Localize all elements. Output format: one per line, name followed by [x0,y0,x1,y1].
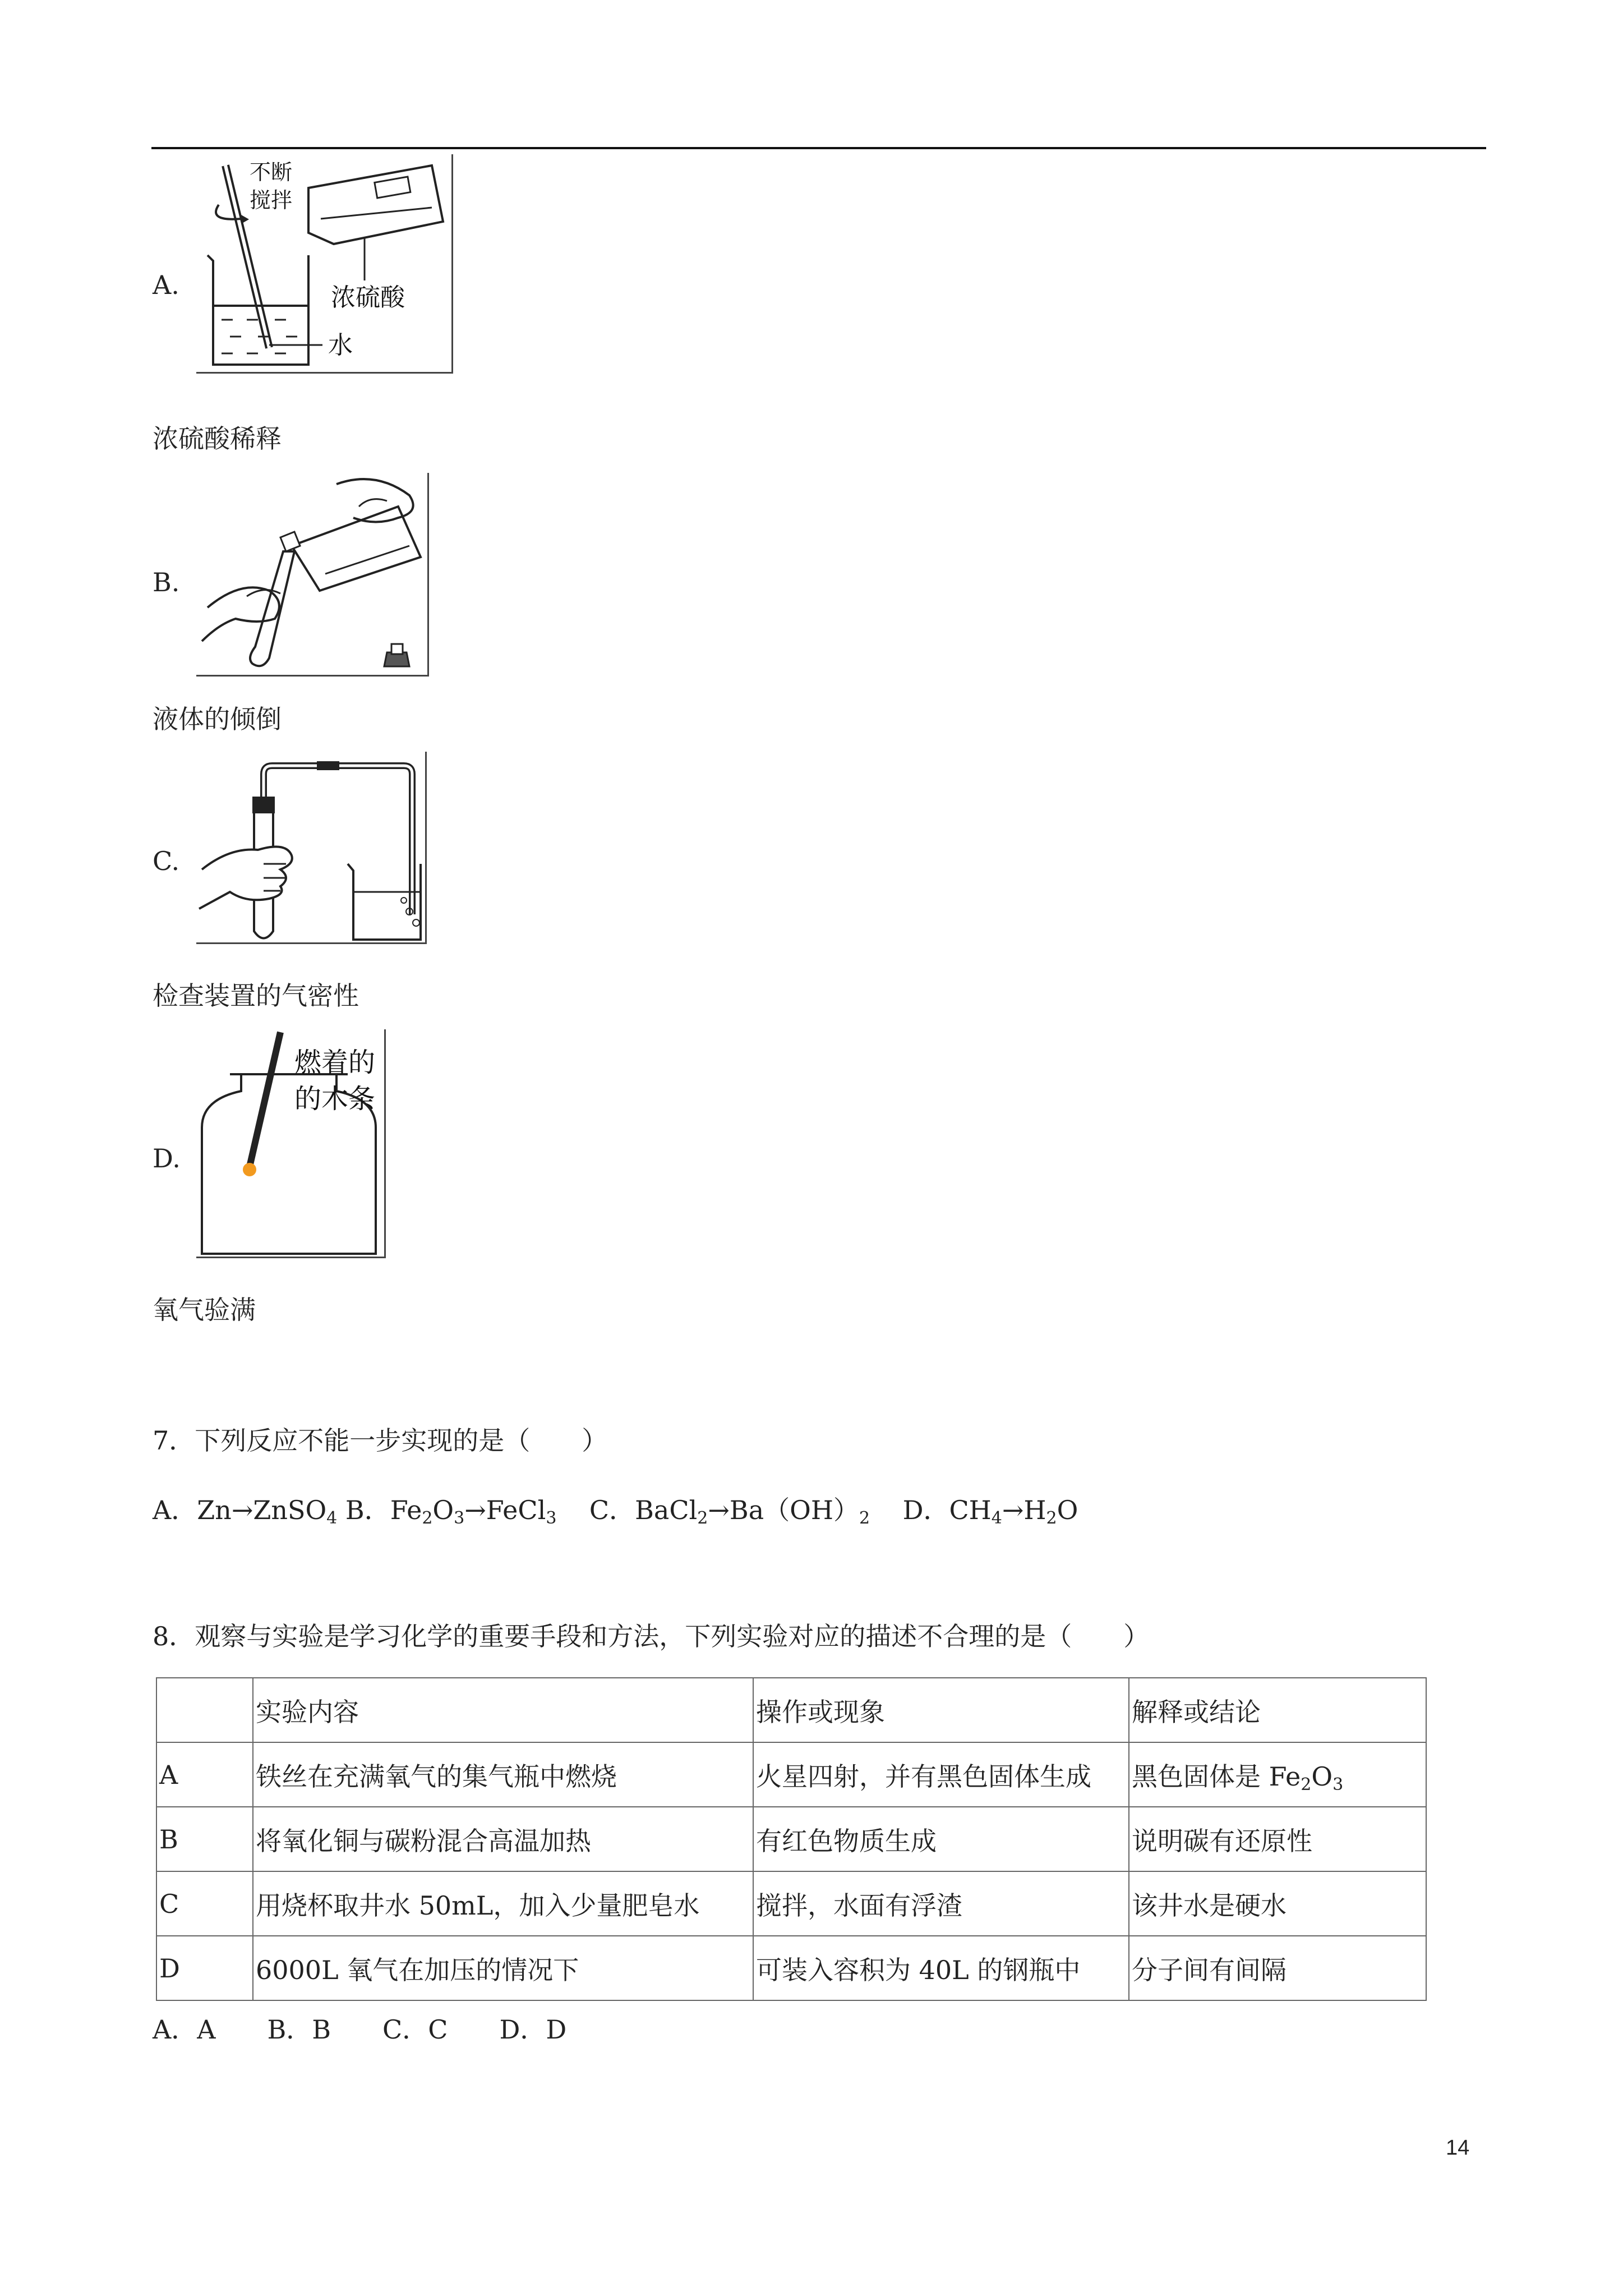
label-de-mu-tiao: 的木条 [294,1083,376,1115]
option-a-letter: A. [153,270,179,300]
label-nong-liu-suan: 浓硫酸 [331,283,405,312]
q7-option-a: A．Zn→ZnSO$_4$ [153,1495,338,1528]
oxygen-bottle-icon [196,1029,386,1258]
option-d-letter: D. [153,1143,181,1174]
pouring-liquid-icon [196,473,429,677]
table-row: D 6000L 氧气在加压的情况下 可装入容积为 40L 的钢瓶中 分子间有间隔 [156,1936,1426,2000]
option-d-caption: 氧气验满 [153,1295,256,1325]
q7-option-d: D．$CH_4\to H_2O$ [902,1495,1078,1528]
option-c-letter: C. [153,846,180,876]
label-ran-zhe-de: 燃着的 [294,1047,376,1078]
q7-stem: 7．下列反应不能一步实现的是（ ） [153,1425,608,1456]
option-a-caption: 浓硫酸稀释 [153,424,282,454]
q8-table [156,1677,1427,2001]
table-row: C 用烧杯取井水 50mL，加入少量肥皂水 搅拌，水面有浮渣 该井水是硬水 [156,1871,1426,1936]
q8-stem: 8．观察与实验是学习化学的重要手段和方法，下列实验对应的描述不合理的是（ ） [153,1621,1150,1651]
header-rule [151,147,1486,149]
option-b-caption: 液体的倾倒 [153,704,282,734]
option-c-caption: 检查装置的气密性 [153,981,359,1011]
page-number: 14 [1446,2136,1470,2160]
label-jiao-ban: 搅拌 [250,188,293,213]
option-b-letter: B. [153,567,180,597]
table-header-row: 实验内容 操作或现象 解释或结论 [156,1678,1426,1742]
airtightness-check-icon [196,752,427,944]
q7-option-c: C．$BaCl_2\to Ba(OH)_2$ [589,1495,870,1528]
label-bu-duan: 不断 [250,160,293,185]
label-shui: 水 [328,331,353,360]
q7-options [153,1493,1078,1527]
q8-answer-options: A．A B．B C．C D．D [153,2014,567,2045]
dilution-beaker-icon [196,154,453,374]
q7-option-b: B．$Fe_2O_3\to FeCl_3$ [345,1495,557,1528]
table-row: A 铁丝在充满氧气的集气瓶中燃烧 火星四射，并有黑色固体生成 黑色固体是 $Fe_2O_3$ [156,1742,1426,1807]
table-row: B 将氧化铜与碳粉混合高温加热 有红色物质生成 说明碳有还原性 [156,1807,1426,1871]
